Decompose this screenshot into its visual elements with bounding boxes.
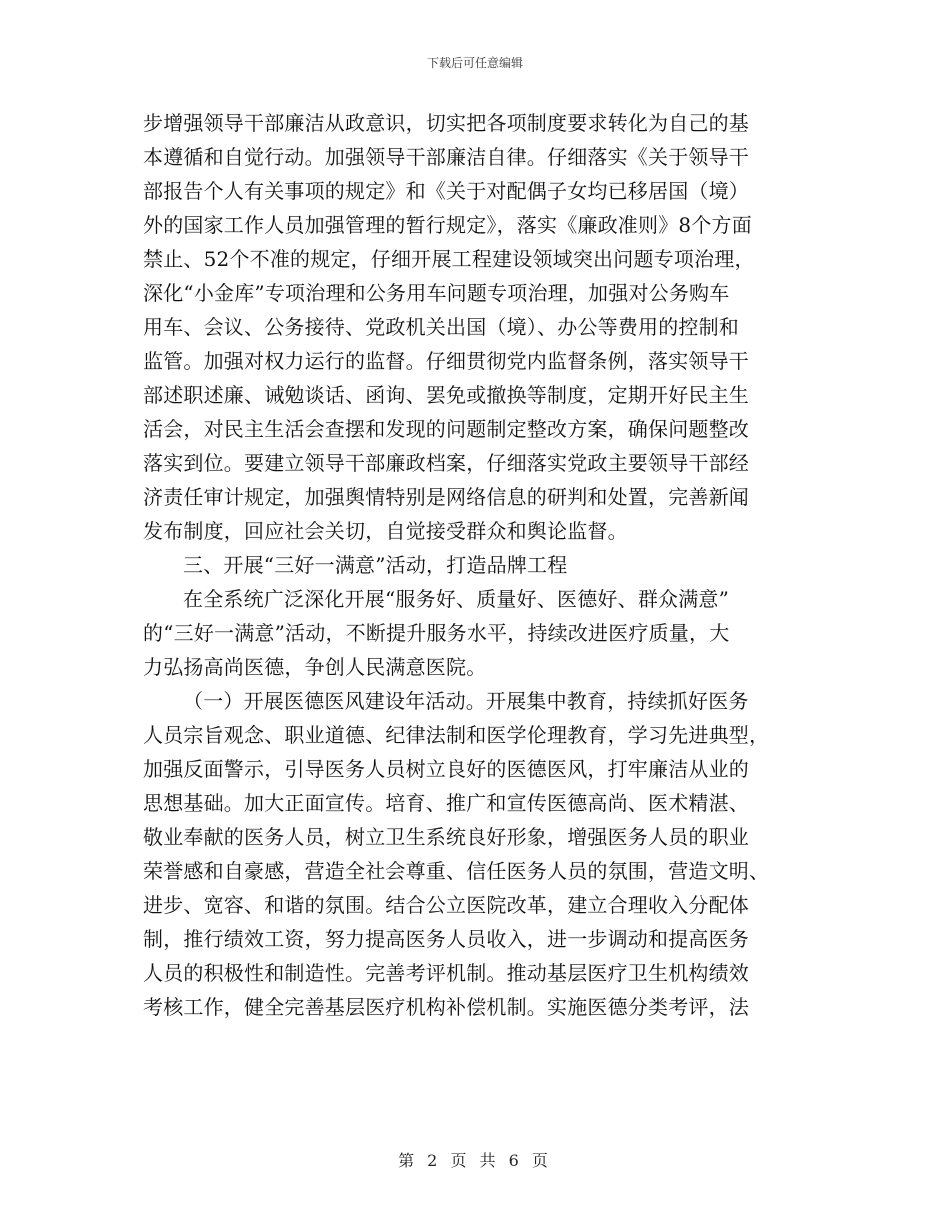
body-text-line: 加强反面警示，引导医务人员树立良好的医德医风，打牢廉洁从业的: [143, 757, 749, 781]
body-text-line: 思想基础。加大正面宣传。培育、推广和宣传医德高尚、医术精湛、: [143, 791, 749, 815]
body-text-line: 活会，对民主生活会查摆和发现的问题制定整改方案，确保问题整改: [143, 417, 749, 441]
body-text-line: 人员宗旨观念、职业道德、纪律法制和医学伦理教育，学习先进典型，: [143, 723, 770, 747]
body-text-line: 在全系统广泛深化开展“服务好、质量好、医德好、群众满意”: [183, 587, 730, 611]
body-text-line: 敬业奉献的医务人员，树立卫生系统良好形象，增强医务人员的职业: [143, 825, 749, 849]
body-text-line: 部报告个人有关事项的规定》和《关于对配偶子女均已移居国（境）: [143, 179, 749, 203]
body-text-line: 人员的积极性和制造性。完善考评机制。推动基层医疗卫生机构绩效: [143, 961, 749, 985]
body-text-line: 力弘扬高尚医德，争创人民满意医院。: [143, 655, 487, 679]
section-heading: 三、开展“三好一满意”活动，打造品牌工程: [183, 553, 568, 577]
body-text-line: 发布制度，回应社会关切，自觉接受群众和舆论监督。: [143, 519, 628, 543]
body-text-line: 步增强领导干部廉洁从政意识，切实把各项制度要求转化为自己的基: [143, 111, 749, 135]
page-number: 第 2 页 共 6 页: [398, 1151, 552, 1170]
body-text-line: 荣誉感和自豪感，营造全社会尊重、信任医务人员的氛围，营造文明、: [143, 859, 770, 883]
body-text-line: 监管。加强对权力运行的监督。仔细贯彻党内监督条例，落实领导干: [143, 349, 749, 373]
body-text-line: 本遵循和自觉行动。加强领导干部廉洁自律。仔细落实《关于领导干: [143, 145, 749, 169]
body-text-line: 济责任审计规定，加强舆情特别是网络信息的研判和处置，完善新闻: [143, 485, 749, 509]
body-text-line: 深化“小金库”专项治理和公务用车问题专项治理，加强对公务购车: [143, 281, 730, 305]
body-text-line: 部述职述廉、诫勉谈话、函询、罢免或撤换等制度，定期开好民主生: [143, 383, 749, 407]
body-text-line: 制，推行绩效工资，努力提高医务人员收入，进一步调动和提高医务: [143, 927, 749, 951]
body-text-line: 落实到位。要建立领导干部廉政档案，仔细落实党政主要领导干部经: [143, 451, 749, 475]
page-header: 下载后可任意编辑: [426, 56, 523, 70]
body-text-line: 禁止、52个不准的规定，仔细开展工程建设领域突出问题专项治理，: [143, 247, 755, 271]
document-body: [143, 106, 811, 1024]
body-text-line: （一）开展医德医风建设年活动。开展集中教育，持续抓好医务: [183, 689, 749, 713]
body-text-line: 外的国家工作人员加强管理的暂行规定》，落实《廉政准则》8个方面: [143, 213, 752, 237]
body-text-line: 的“三好一满意”活动，不断提升服务水平，持续改进医疗质量，大: [143, 621, 730, 645]
body-text-line: 进步、宽容、和谐的氛围。结合公立医院改革，建立合理收入分配体: [143, 893, 749, 917]
body-text-line: 考核工作，健全完善基层医疗机构补偿机制。实施医德分类考评，法: [143, 995, 749, 1019]
body-text-line: 用车、会议、公务接待、党政机关出国（境）、办公等费用的控制和: [143, 315, 739, 339]
